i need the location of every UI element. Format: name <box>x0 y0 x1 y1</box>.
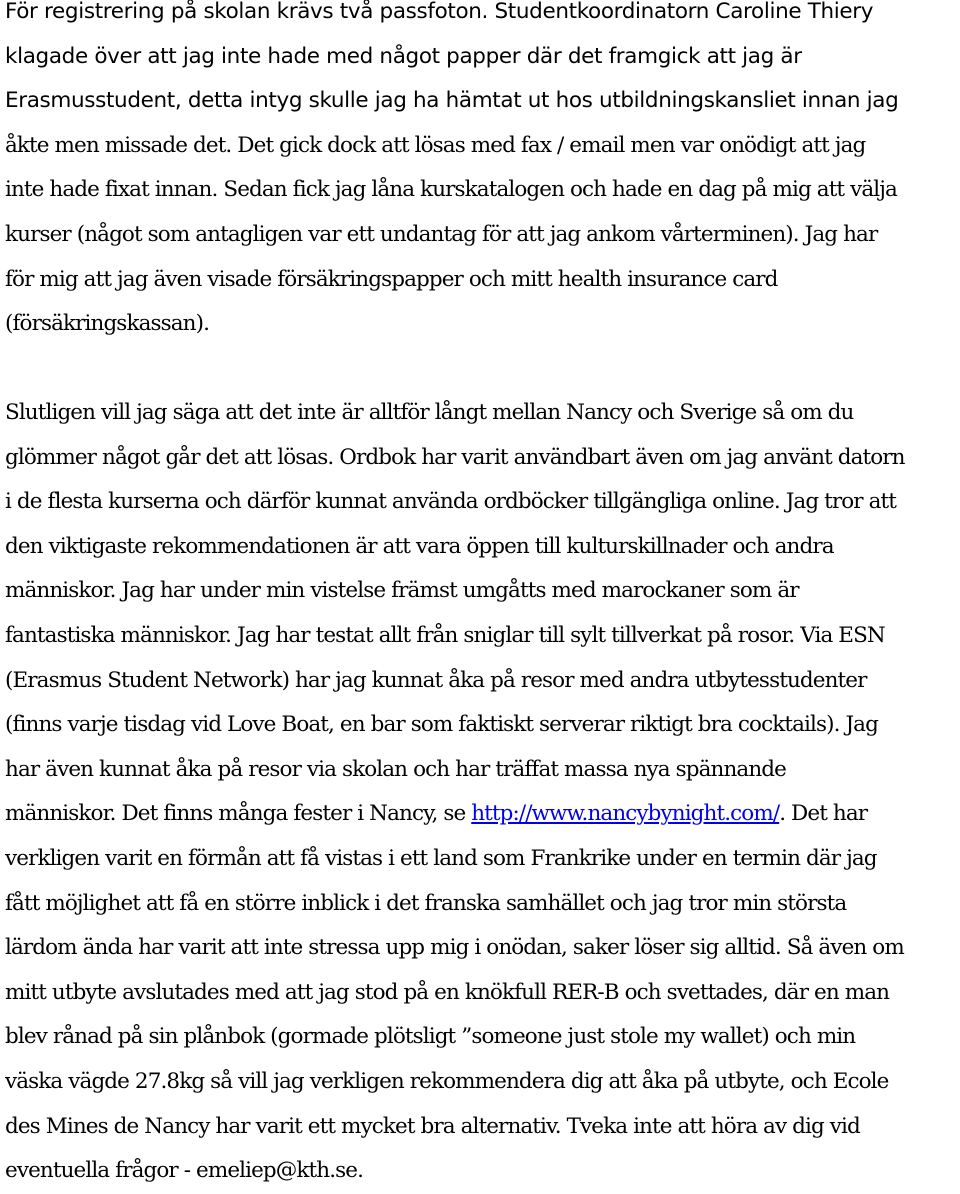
text-line: människor. Jag har under min vistelse främst umgåtts med marockaner som är <box>5 578 799 604</box>
text-line: den viktigaste rekommendationen är att vara öppen till kulturskillnader och andra <box>5 533 834 559</box>
text-line: har även kunnat åka på resor via skolan och har träffat massa nya spännande <box>5 756 786 782</box>
text-segment: . Det har <box>779 801 868 827</box>
paragraph-conclusion <box>5 391 905 1194</box>
paragraph-registration <box>5 0 898 347</box>
text-line: glömmer något går det att lösas. Ordbok har varit användbart även om jag använt datorn <box>5 444 905 470</box>
text-line: eventuella frågor - emeliep@kth.se. <box>5 1158 364 1184</box>
text-segment: människor. Det finns många fester i Nancy, se <box>5 801 472 827</box>
text-line: (finns varje tisdag vid Love Boat, en bar som faktiskt serverar riktigt bra cocktails). Jag <box>5 712 878 738</box>
text-line: väska vägde 27.8kg så vill jag verkligen rekommendera dig att åka på utbyte, och Ecole <box>5 1068 889 1094</box>
text-line: blev rånad på sin plånbok (gormade plötsligt ”someone just stole my wallet) och min <box>5 1024 856 1050</box>
text-line: fantastiska människor. Jag har testat allt från sniglar till sylt tillverkat på rosor. Via ESN <box>5 622 885 648</box>
text-line: lärdom ända har varit att inte stressa upp mig i onödan, saker löser sig alltid. Så även om <box>5 935 904 961</box>
text-line: (Erasmus Student Network) har jag kunnat åka på resor med andra utbytesstudenter <box>5 667 867 693</box>
text-line: För registrering på skolan krävs två passfoton. Studentkoordinatorn Caroline Thiery <box>5 0 874 24</box>
text-line: des Mines de Nancy har varit ett mycket bra alternativ. Tveka inte att höra av dig vid <box>5 1113 860 1139</box>
text-line: verkligen varit en förmån att få vistas i ett land som Frankrike under en termin där jag <box>5 845 877 871</box>
nancybynight-link[interactable]: http://www.nancybynight.com/ <box>471 801 780 827</box>
text-line: klagade över att jag inte hade med något papper där det framgick att jag är <box>5 43 802 69</box>
text-line: Slutligen vill jag säga att det inte är alltför långt mellan Nancy och Sverige så om du <box>5 400 854 425</box>
text-line: i de flesta kurserna och därför kunnat använda ordböcker tillgängliga online. Jag tror att <box>5 489 897 515</box>
text-line: inte hade fixat innan. Sedan fick jag låna kurskatalogen och hade en dag på mig att välja <box>5 177 897 203</box>
text-line-with-link <box>5 792 905 837</box>
text-line: åkte men missade det. Det gick dock att lösas med fax / email men var onödigt att jag <box>5 132 866 158</box>
text-line: Erasmusstudent, detta intyg skulle jag ha hämtat ut hos utbildningskansliet innan jag <box>5 88 899 114</box>
text-line: kurser (något som antagligen var ett undantag för att jag ankom vårterminen). Jag har <box>5 221 878 247</box>
text-line: fått möjlighet att få en större inblick i det franska samhället och jag tror min största <box>5 890 847 916</box>
text-line: mitt utbyte avslutades med att jag stod på en knökfull RER-B och svettades, där en man <box>5 979 890 1005</box>
text-line: (försäkringskassan). <box>5 311 210 337</box>
text-line: för mig att jag även visade försäkringspapper och mitt health insurance card <box>5 266 778 292</box>
